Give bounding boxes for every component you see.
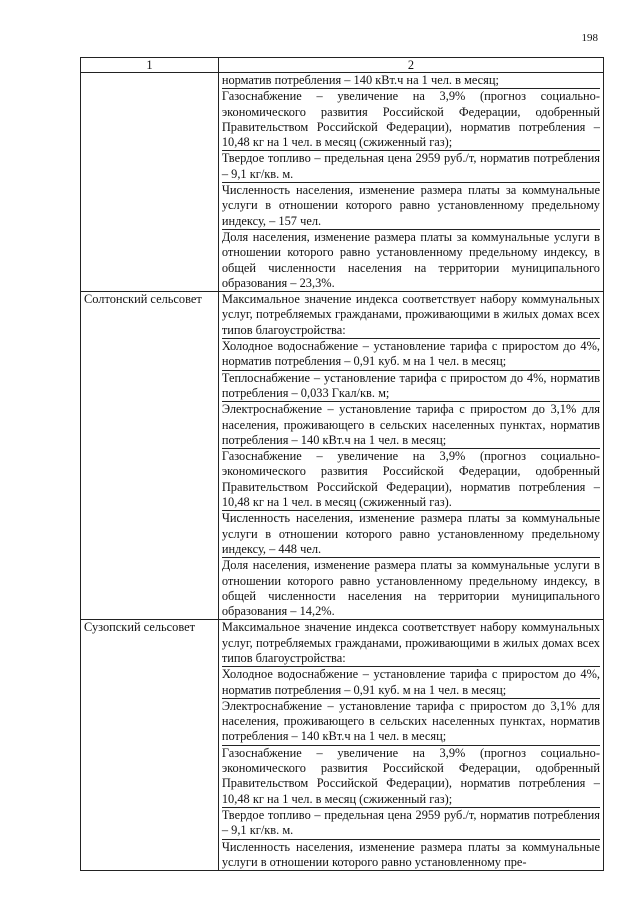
table-row [81, 292, 604, 620]
paragraph: Электроснабжение – установление тарифа с приростом до 3,1% для населения, проживающего в сельских населенных пунктах, норматив потребления – 140 кВт.ч на 1 чел. в месяц; [221, 698, 600, 744]
column-header-1: 1 [81, 58, 219, 73]
table-row [81, 620, 604, 871]
column-header-2: 2 [218, 58, 603, 73]
paragraph: Холодное водоснабжение – установление тарифа с приростом до 4%, норматив потребления – 0,91 куб. м на 1 чел. в месяц; [221, 667, 600, 697]
municipality-name: Сузопский сельсовет [81, 620, 219, 871]
paragraph: Доля населения, изменение размера платы за коммунальные услуги в отношении которого равно установленному предельному индексу, в общей численности населения на территории муниципального образования – 23,3%. [221, 229, 600, 290]
description-cell [218, 292, 603, 620]
paragraph: Газоснабжение – увеличение на 3,9% (прогноз социально-экономического развития Российской Федерации, одобренный Правительством Российской Федерации), норматив потребления – 10,48 кг на 1 чел. в месяц (сжиженный газ); [221, 89, 600, 150]
paragraph: Численность населения, изменение размера платы за коммунальные услуги в отношении которого равно установленному пре- [221, 839, 600, 869]
tariff-table [80, 57, 604, 871]
paragraph: Электроснабжение – установление тарифа с приростом до 3,1% для населения, проживающего в сельских населенных пунктах, норматив потребления – 140 кВт.ч на 1 чел. в месяц; [221, 402, 600, 447]
paragraph: Газоснабжение – увеличение на 3,9% (прогноз социально-экономического развития Российской Федерации, одобренный Правительством Российской Федерации), норматив потребления – 10,48 кг на 1 чел. в месяц (сжиженный газ); [221, 745, 600, 806]
paragraph: Твердое топливо – предельная цена 2959 руб./т, норматив потребления – 9,1 кг/кв. м. [221, 151, 600, 181]
paragraph: Твердое топливо – предельная цена 2959 руб./т, норматив потребления – 9,1 кг/кв. м. [221, 807, 600, 838]
municipality-name [81, 73, 219, 292]
paragraph: Газоснабжение – увеличение на 3,9% (прогноз социально-экономического развития Российской Федерации, одобренный Правительством Российской Федерации), норматив потребления – 10,48 кг на 1 чел. в месяц (сжиженный газ). [221, 449, 600, 510]
paragraph: Холодное водоснабжение – установление тарифа с приростом до 4%, норматив потребления – 0,91 куб. м на 1 чел. в месяц; [221, 339, 600, 369]
paragraph: Теплоснабжение – установление тарифа с приростом до 4%, норматив потребления – 0,033 Гкал/кв. м; [221, 370, 600, 400]
description-cell [218, 620, 603, 871]
description-cell [218, 73, 603, 292]
paragraph: Численность населения, изменение размера платы за коммунальные услуги в отношении которого равно установленному предельному индексу, – 157 чел. [221, 183, 600, 228]
paragraph: норматив потребления – 140 кВт.ч на 1 чел. в месяц; [221, 73, 499, 87]
paragraph: Максимальное значение индекса соответствует набору коммунальных услуг, потребляемых гражданами, проживающими в жилых домах всех типов благоустройства: [221, 620, 600, 665]
paragraph: Доля населения, изменение размера платы за коммунальные услуги в отношении которого равно установленному предельному индексу, в общей численности населения на территории муниципального образования – 14,2%. [221, 558, 600, 619]
municipality-name: Солтонский сельсовет [81, 292, 219, 620]
paragraph: Максимальное значение индекса соответствует набору коммунальных услуг, потребляемых гражданами, проживающими в жилых домах всех типов благоустройства: [221, 292, 600, 337]
table-row [81, 73, 604, 292]
table-header-row [81, 58, 604, 73]
page-number: 198 [581, 32, 598, 44]
paragraph: Численность населения, изменение размера платы за коммунальные услуги в отношении которого равно установленному предельному индексу, – 448 чел. [221, 511, 600, 556]
